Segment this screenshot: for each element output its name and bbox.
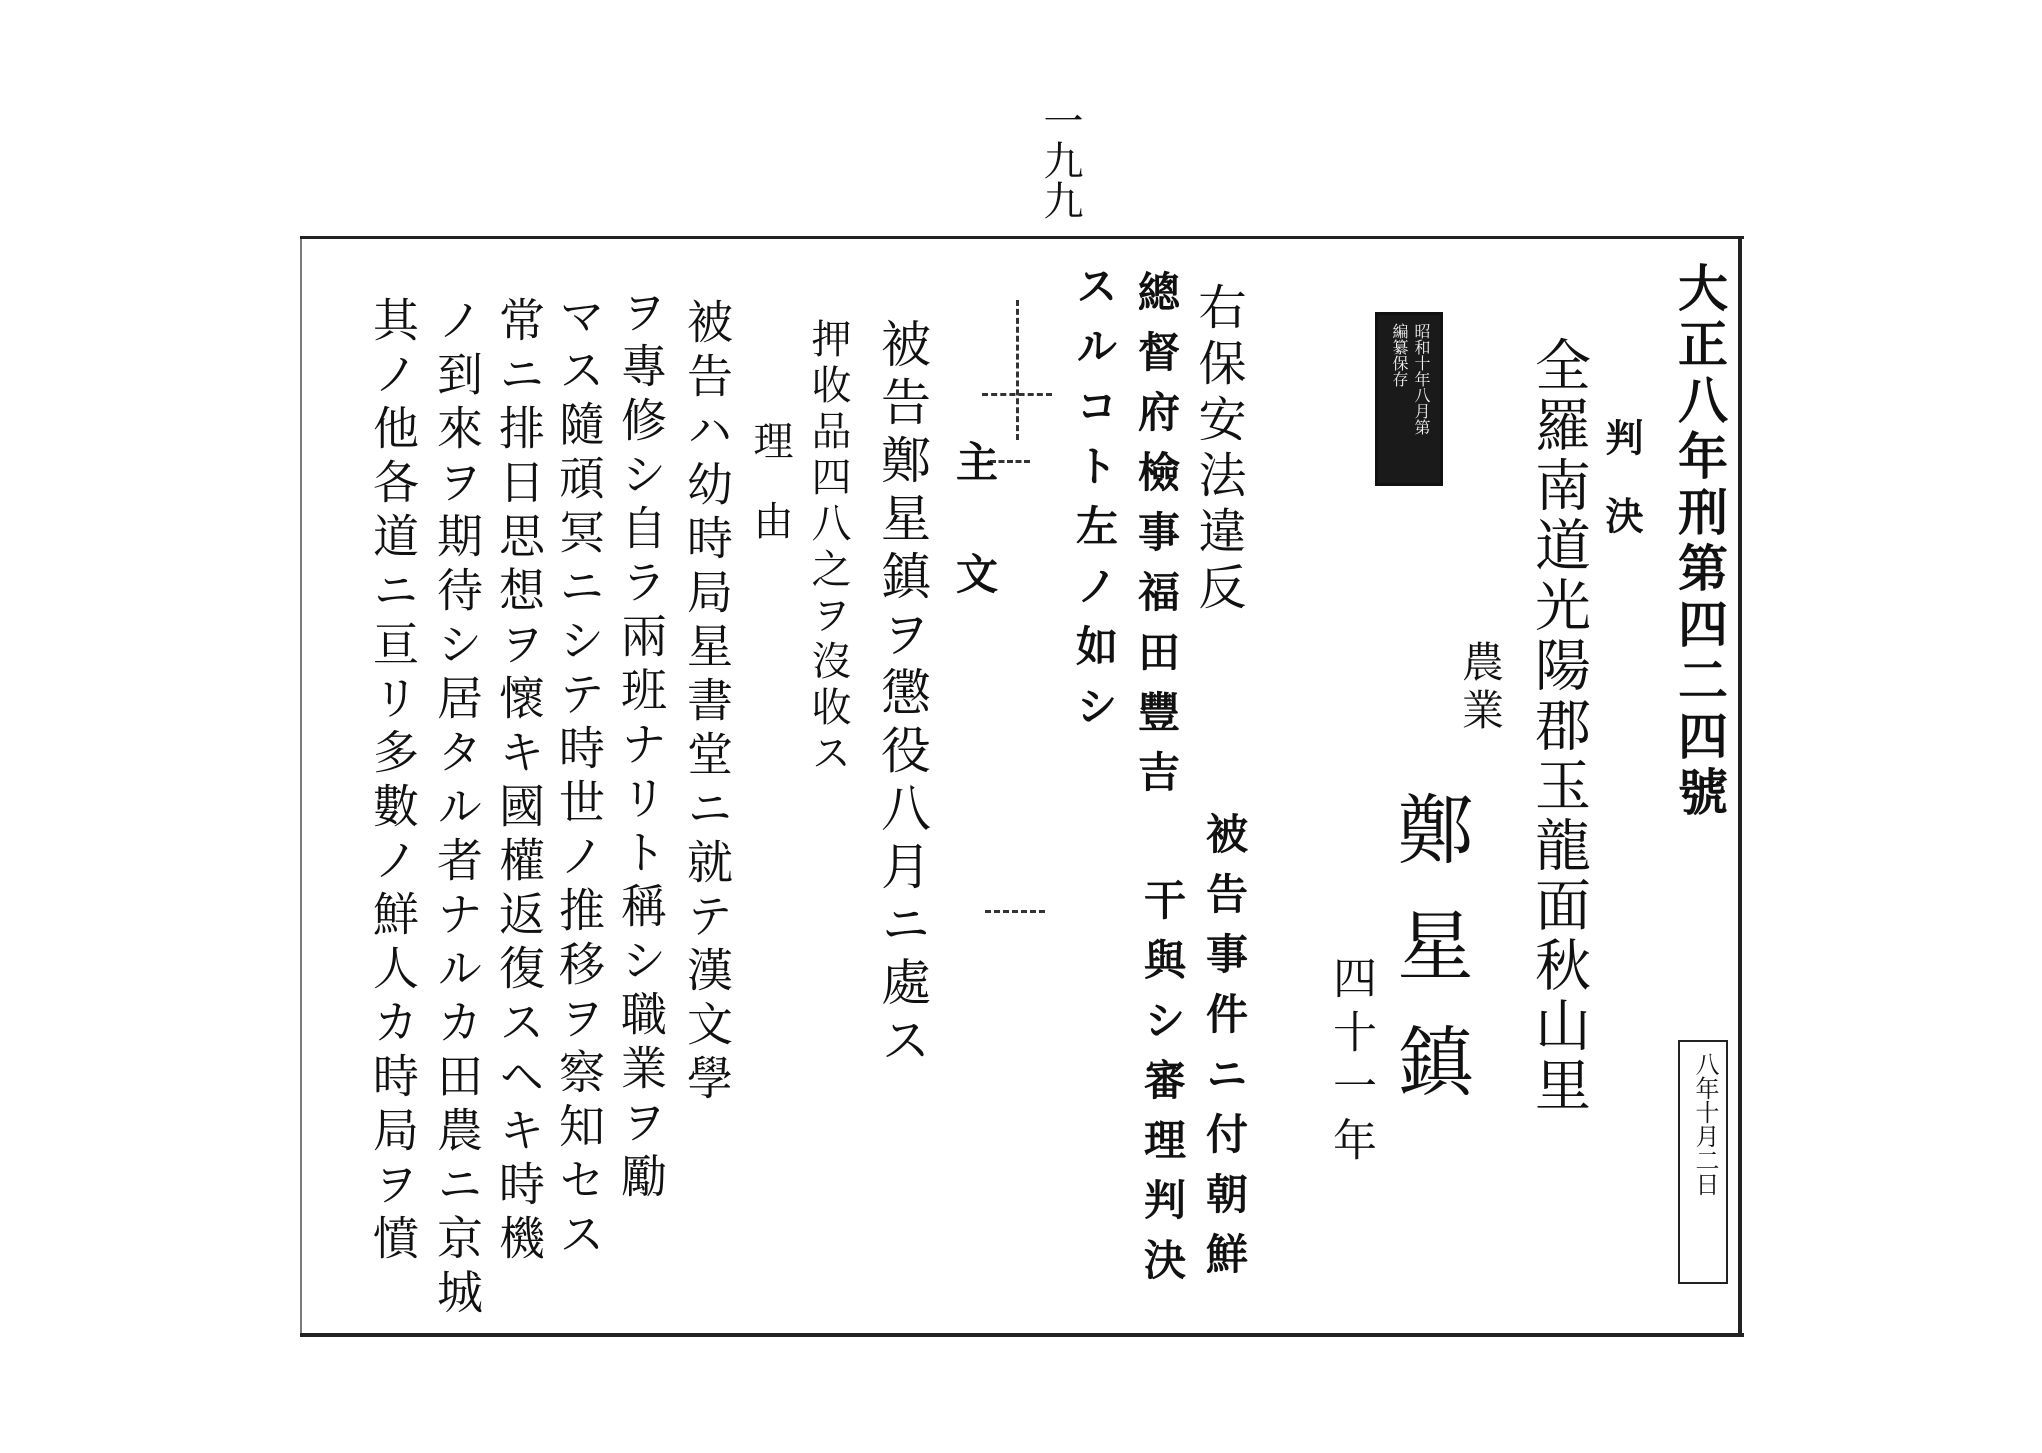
page-number: 一九九 [1037,100,1083,220]
shubun-heading: 主文 [950,440,999,664]
date-stamp-text: 八年十月二日 [1691,1052,1719,1196]
stamp-text: 編纂保存 [1390,323,1409,387]
riyu-line: 常ニ排日思想ヲ懷キ國權返復スヘキ時機 [492,296,546,1268]
bottom-border [300,1333,1744,1337]
preamble-line-2a: 總督府檢事福田豐吉 [1132,270,1181,810]
defendant-address: 全羅南道光陽郡玉龍面秋山里 [1526,336,1591,1116]
fold-mark [985,910,1045,913]
case-number: 大正八年刑第四二四號 [1670,262,1729,822]
left-border [300,236,302,1336]
preamble-line-1b: 被告事件ニ付朝鮮 [1200,812,1249,1292]
stamp-text: 昭和十年八月第 [1412,323,1431,435]
riyu-line: 被告ハ幼時局星書堂ニ就テ漢文學 [680,298,734,1108]
preamble-line-1a: 右保安法違反 [1190,282,1246,618]
shubun-seizure: 押收品四八之ヲ沒收ス [805,318,851,778]
riyu-heading: 理由 [747,420,793,580]
shubun-sentence: 被告鄭星鎮ヲ懲役八月ニ處ス [873,318,931,1072]
right-border [1738,236,1742,1336]
riyu-line: ノ到來ヲ期待シ居タル者ナルカ田農ニ京城 [430,296,484,1322]
defendant-age: 四十一年 [1325,955,1376,1171]
riyu-line: マス隨頑冥ニシテ時世ノ推移ヲ察知セス [552,292,606,1264]
preamble-line-3: スルコト左ノ如シ [1070,264,1119,744]
fold-mark [1016,300,1019,440]
defendant-occupation: 農業 [1456,640,1505,736]
document-title: 判決 [1599,418,1644,574]
defendant-name: 鄭星鎮 [1385,790,1474,1138]
riyu-line: 其ノ他各道ニ亘リ多數ノ鮮人カ時局ヲ憤 [366,296,420,1268]
registry-stamp [1375,312,1443,486]
riyu-line: ヲ專修シ自ラ兩班ナリト稱シ職業ヲ勵 [614,288,668,1206]
preamble-line-2b: 干與シ審理判決 [1138,878,1187,1298]
date-stamp [1678,1040,1728,1284]
top-border [300,236,1744,239]
